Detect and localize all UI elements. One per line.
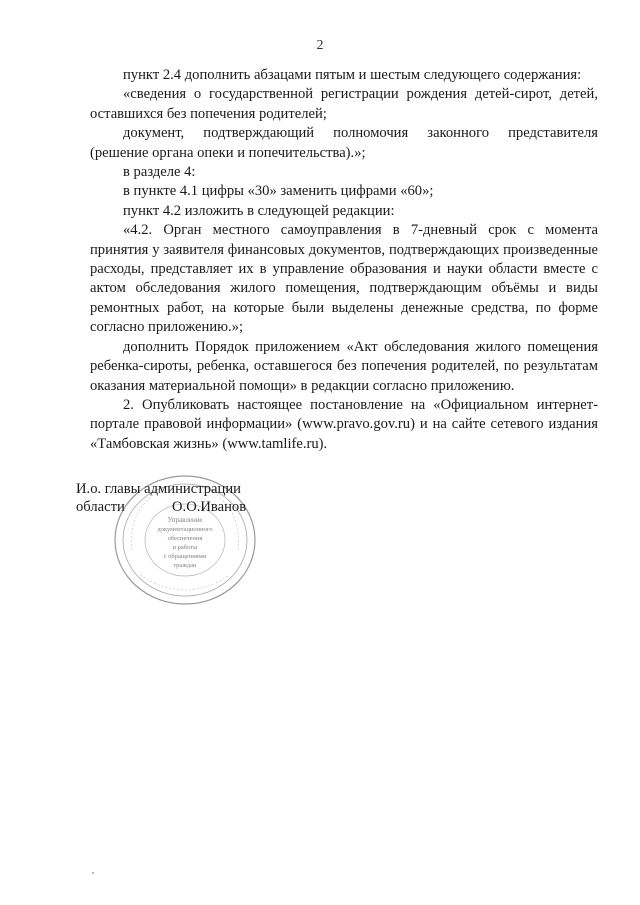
signatory-title: И.о. главы администрации — [76, 481, 241, 497]
paragraph: 2. Опубликовать настоящее постановление на «Официальном интернет-портале правовой информации» (www.pravo.gov.ru) и на сайте сетевого издания «Тамбовская жизнь» (www.tamlife.ru). — [90, 396, 598, 452]
paragraph: пункт 2.4 дополнить абзацами пятым и шестым следующего содержания: — [123, 67, 582, 83]
page-number: 2 — [316, 38, 324, 53]
seal-text: документационного — [157, 526, 213, 533]
seal-text: обеспечения — [167, 535, 203, 542]
paragraph: документ, подтверждающий полномочия законного представителя (решение органа опеки и попечительства).»; — [90, 125, 598, 161]
scan-artifact — [92, 872, 94, 874]
seal-text: Управление — [167, 516, 203, 524]
paragraph: дополнить Порядок приложением «Акт обследования жилого помещения ребенка-сироты, ребенка, оставшегося без попечения родителей, по результатам оказания материальной помощи» в редакции согласно приложению. — [90, 338, 598, 394]
paragraph: в разделе 4: — [123, 164, 196, 181]
seal-text: с обращениями — [163, 553, 207, 560]
seal-text: граждан — [173, 562, 197, 569]
document-body — [90, 66, 598, 454]
signature-block — [76, 480, 276, 516]
signatory-name: О.О.Иванов — [172, 499, 247, 515]
paragraph: в пункте 4.1 цифры «30» заменить цифрами «60»; — [123, 183, 434, 200]
paragraph: «4.2. Орган местного самоуправления в 7-дневный срок с момента принятия у заявителя финансовых документов, подтверждающих произведенные расходы, представляет их в управление образования и науки области вместе с актом обследования жилого помещения, подтверждающим объёмы и виды ремонтных работ, на которые были выделены денежные средства, по форме согласно приложению.»; — [90, 222, 598, 336]
seal-text: и работы — [172, 544, 198, 551]
paragraph: пункт 4.2 изложить в следующей редакции: — [123, 202, 395, 219]
signatory-region: области — [76, 499, 125, 515]
paragraph: «сведения о государственной регистрации рождения детей-сирот, детей, оставшихся без попечения родителей; — [90, 86, 598, 122]
